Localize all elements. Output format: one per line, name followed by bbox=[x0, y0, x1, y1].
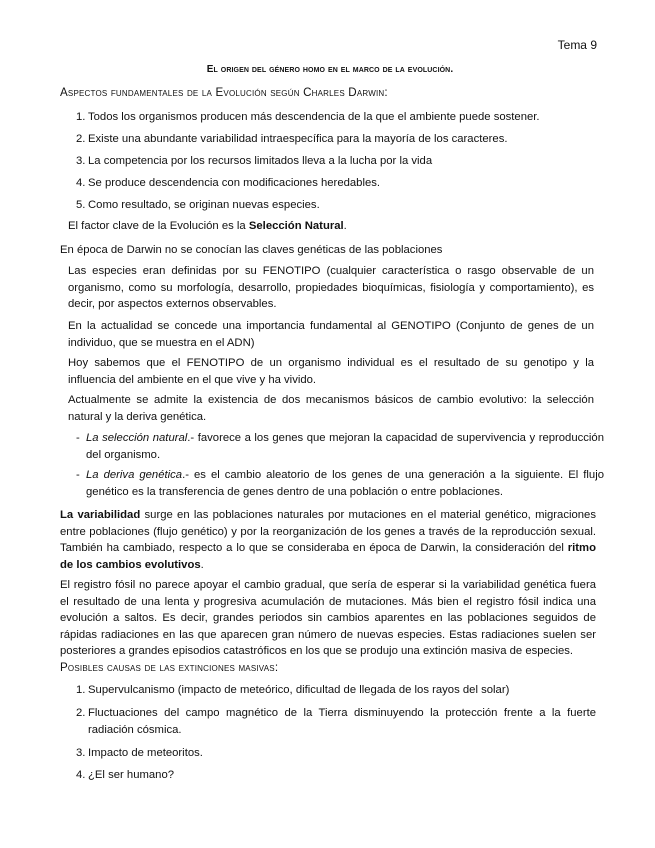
list-text: ¿El ser humano? bbox=[88, 769, 175, 781]
genotipo-paragraph: En la actualidad se concede una importancia fundamental al GENOTIPO (Conjunto de genes de un individuo, que se muestra en el ADN) bbox=[68, 320, 594, 349]
list-number: 2. bbox=[76, 133, 86, 145]
list-text: Fluctuaciones del campo magnético de la Tierra disminuyendo la protección frente a la fuerte radiación cósmica. bbox=[88, 707, 596, 736]
list-number: 3. bbox=[76, 155, 86, 167]
list-text: La competencia por los recursos limitados lleva a la lucha por la vida bbox=[88, 155, 433, 167]
list-text: Todos los organismos producen más descendencia de la que el ambiente puede sostener. bbox=[88, 111, 540, 123]
fenotipo-paragraph: Las especies eran definidas por su FENOTIPO (cualquier característica o rasgo observable de un organismo, como su morfología, desarrollo, propiedades bioquímicas, fisiología y comportamiento), es decir, por aspectos externos observables. bbox=[68, 265, 594, 310]
variabilidad-paragraph bbox=[60, 507, 596, 573]
list-item bbox=[60, 198, 600, 212]
list-item bbox=[60, 768, 596, 782]
list-item bbox=[60, 154, 600, 168]
list-text: Existe una abundante variabilidad intraespecífica para la mayoría de los caracteres. bbox=[88, 133, 508, 145]
list-text: Impacto de meteoritos. bbox=[88, 747, 203, 759]
section-heading-darwin: Aspectos fundamentales de la Evolución según Charles Darwin: bbox=[60, 86, 388, 99]
seleccion-natural-item bbox=[76, 430, 604, 463]
mecanismos-paragraph: Actualmente se admite la existencia de dos mecanismos básicos de cambio evolutivo: la selección natural y la deriva genética. bbox=[68, 394, 594, 423]
list-number: 1. bbox=[76, 111, 86, 123]
seleccion-text: .- favorece a los genes que mejoran la capacidad de supervivencia y reproducción del organismo. bbox=[86, 432, 604, 461]
list-item bbox=[60, 683, 596, 697]
list-item bbox=[60, 705, 596, 738]
dash-bullet: - bbox=[76, 432, 80, 444]
list-text: Como resultado, se originan nuevas especies. bbox=[88, 199, 320, 211]
deriva-text: .- es el cambio aleatorio de los genes de una generación a la siguiente. El flujo genético es la transferencia de genes dentro de una población o entre poblaciones. bbox=[86, 469, 604, 498]
list-item bbox=[60, 132, 600, 146]
document-title: El origen del género homo en el marco de la evolución. bbox=[206, 64, 454, 75]
darwin-list bbox=[60, 110, 600, 212]
variabilidad-text: surge en las poblaciones naturales por mutaciones en el material genético, migraciones entre poblaciones (flujo genético) y por la reorganización de los genes a través de la reproducción sexual. También ha cambiado, respecto a lo que se consideraba en época de Darwin, la consideración del bbox=[60, 509, 596, 554]
list-number: 4. bbox=[76, 177, 86, 189]
topic-number: Tema 9 bbox=[557, 38, 597, 52]
deriva-term: La deriva genética bbox=[86, 469, 183, 481]
list-text: Se produce descendencia con modificaciones heredables. bbox=[88, 177, 381, 189]
list-number: 1. bbox=[76, 684, 86, 696]
darwin-epoch-paragraph: En época de Darwin no se conocían las claves genéticas de las poblaciones bbox=[60, 244, 443, 256]
list-text: Supervulcanismo (impacto de meteórico, dificultad de llegada de los rayos del solar) bbox=[88, 684, 510, 696]
list-item bbox=[60, 746, 596, 760]
key-factor-line bbox=[68, 218, 598, 235]
variabilidad-bold: La variabilidad bbox=[60, 509, 141, 521]
key-factor-prefix: El factor clave de la Evolución es la bbox=[68, 220, 249, 232]
list-number: 4. bbox=[76, 769, 86, 781]
hoy-paragraph: Hoy sabemos que el FENOTIPO de un organismo individual es el resultado de su genotipo y la influencia del ambiente en el que vive y ha vivido. bbox=[68, 357, 594, 386]
ritmo-bold: ritmo de los cambios evolutivos bbox=[60, 542, 596, 571]
seleccion-term: La selección natural bbox=[86, 432, 188, 444]
list-number: 5. bbox=[76, 199, 86, 211]
section-heading-extinciones: Posibles causas de las extinciones masivas: bbox=[60, 661, 279, 674]
extinciones-list bbox=[60, 683, 596, 782]
key-factor-suffix: . bbox=[343, 220, 347, 232]
list-number: 3. bbox=[76, 747, 86, 759]
key-factor-bold: Selección Natural bbox=[248, 220, 344, 232]
list-item bbox=[60, 110, 600, 124]
registro-fosil-paragraph: El registro fósil no parece apoyar el cambio gradual, que sería de esperar si la variabilidad genética fuera el resultado de una lenta y progresiva acumulación de mutaciones. Más bien el registro fósil indica una evolución a saltos. Es decir, grandes periodos sin cambios aparentes en las poblaciones seguidos de rápidas radiaciones en las que aparecen gran número de nuevas especies. Estas radiaciones suelen ser posteriores a grandes episodios catastróficos en los que se produjo una extinción masiva de especies. bbox=[60, 579, 596, 657]
list-number: 2. bbox=[76, 707, 86, 719]
dash-bullet: - bbox=[76, 469, 80, 481]
ritmo-suffix: . bbox=[200, 558, 204, 571]
list-item bbox=[60, 176, 600, 190]
deriva-genetica-item bbox=[76, 467, 604, 500]
